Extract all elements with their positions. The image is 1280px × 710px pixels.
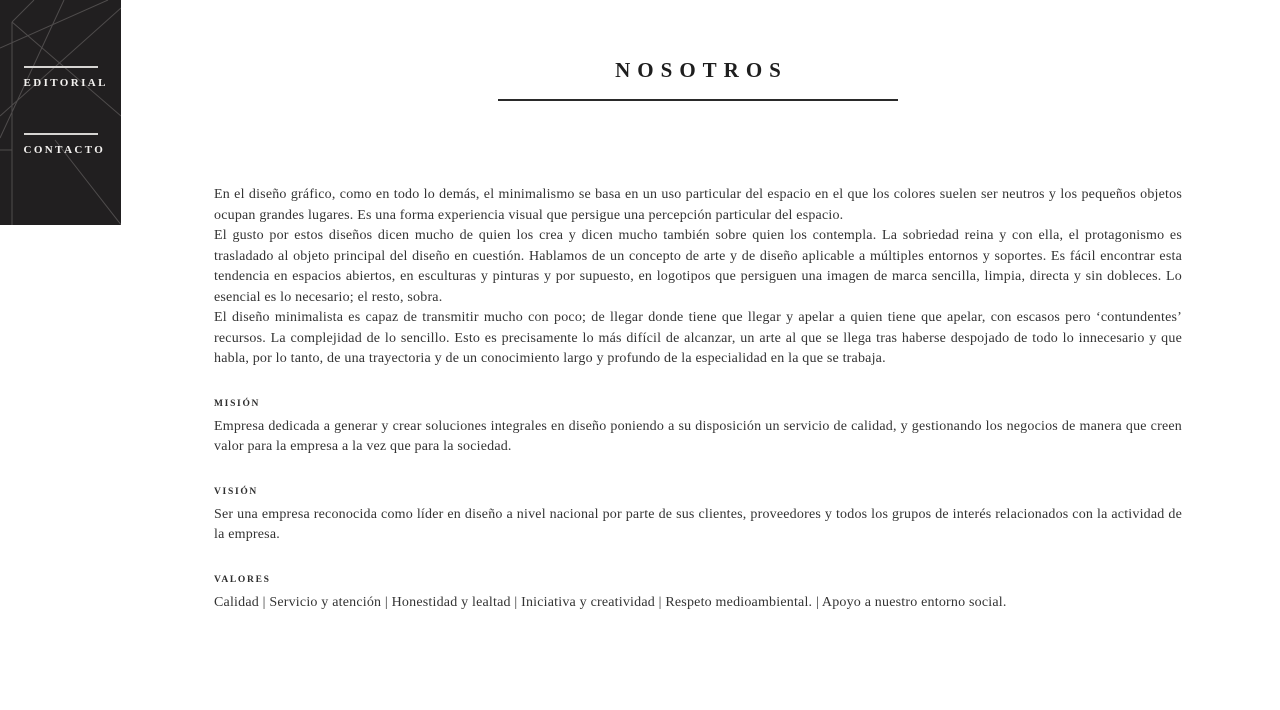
section-valores — [214, 575, 1182, 614]
sidebar-item-label: EDITORIAL — [23, 77, 108, 89]
section-label-mision: MISIÓN — [214, 398, 261, 409]
title-block — [214, 58, 1182, 101]
intro-text-block — [214, 185, 1182, 370]
sidebar — [0, 0, 121, 225]
section-mision — [214, 399, 1182, 458]
section-label-vision: VISIÓN — [214, 486, 258, 497]
page-title: NOSOTROS — [615, 58, 788, 82]
intro-paragraph: El diseño minimalista es capaz de transmitir mucho con poco; de llegar donde tiene que llegar y apelar a quien tiene que apelar, con escasos pero ‘contundentes’ recursos. La complejidad de lo sencillo. Esto es precisamente lo más difícil de alcanzar, un arte al que se llega tras haberse despojado de todo lo innecesario y que habla, por lo tanto, de una trayectoria y de un conocimiento largo y profundo de la especialidad en la que se trabaja. — [214, 310, 1182, 366]
section-vision — [214, 487, 1182, 546]
section-text-mision: Empresa dedicada a generar y crear soluciones integrales en diseño poniendo a su disposición un servicio de calidad, y gestionando los negocios de manera que creen valor para la empresa a la vez que para la sociedad. — [214, 418, 1182, 454]
sidebar-nav — [0, 0, 121, 156]
sidebar-item-label: CONTACTO — [23, 144, 106, 156]
section-label-valores: VALORES — [214, 574, 271, 585]
title-underline — [498, 99, 898, 101]
intro-paragraph: El gusto por estos diseños dicen mucho de quien los crea y dicen mucho también sobre quien los contempla. La sobriedad reina y con ella, el protagonismo es trasladado al objeto principal del diseño en cuestión. Hablamos de un concepto de arte y de diseño aplicable a múltiples entornos y soportes. Es fácil encontrar esta tendencia en espacios abiertos, en esculturas y pinturas y por supuesto, en logotipos que persiguen una imagen de marca sencilla, limpia, directa y sin dobleces. Lo esencial es lo necesario; el resto, sobra. — [214, 228, 1182, 305]
main-content — [214, 58, 1182, 613]
section-text-vision: Ser una empresa reconocida como líder en diseño a nivel nacional por parte de sus clientes, proveedores y todos los grupos de interés relacionados con la actividad de la empresa. — [214, 506, 1182, 542]
intro-paragraph: En el diseño gráfico, como en todo lo demás, el minimalismo se basa en un uso particular del espacio en el que los colores suelen ser neutros y los pequeños objetos ocupan grandes lugares. Es una forma experiencia visual que persigue una percepción particular del espacio. — [214, 187, 1182, 223]
nav-item-rule — [24, 133, 98, 135]
nav-item-rule — [24, 66, 98, 68]
sidebar-item-editorial[interactable] — [23, 66, 108, 89]
section-text-valores: Calidad | Servicio y atención | Honestidad y lealtad | Iniciativa y creatividad | Respeto medioambiental. | Apoyo a nuestro entorno social. — [214, 594, 1007, 610]
sidebar-item-contacto[interactable] — [23, 133, 106, 156]
